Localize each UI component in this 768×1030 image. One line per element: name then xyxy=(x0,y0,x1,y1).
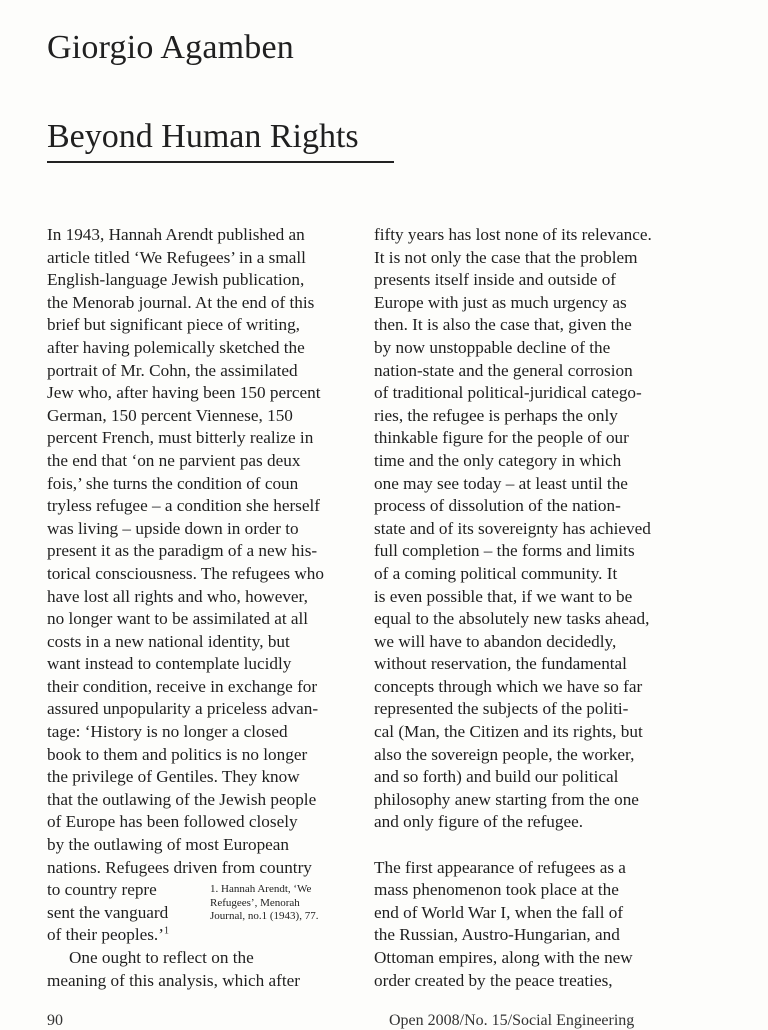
footnote-line: Journal, no.1 (1943), 77. xyxy=(210,910,319,922)
text-line: nations. Refugees driven from country xyxy=(47,857,312,877)
text-line: represented the subjects of the politi- xyxy=(374,699,629,719)
running-head: Open 2008/No. 15/Social Engineering xyxy=(389,1012,635,1029)
text-line: concepts through which we have so far xyxy=(374,676,643,696)
text-line xyxy=(47,924,187,947)
text-line: equal to the absolutely new tasks ahead, xyxy=(374,609,650,629)
text-line: the Menorab journal. At the end of this xyxy=(47,292,315,312)
text-line: cal (Man, the Citizen and its rights, but xyxy=(374,722,643,742)
text-line: presents itself inside and outside of xyxy=(374,270,617,290)
text-line: without reservation, the fundamental xyxy=(374,654,627,674)
text-line: of Europe has been followed closely xyxy=(47,812,298,832)
text-line: process of dissolution of the nation- xyxy=(374,496,621,516)
footnote-marker: 1 xyxy=(163,925,169,937)
text-line: brief but significant piece of writing, xyxy=(47,315,300,335)
footnote-line: Refugees’, Menorah xyxy=(210,896,300,909)
text-line: and only figure of the refugee. xyxy=(374,812,584,832)
text-line: portrait of Mr. Cohn, the assimilated xyxy=(47,360,298,380)
right-column xyxy=(374,224,684,992)
text-line: ries, the refugee is perhaps the only xyxy=(374,405,618,425)
text-line: full completion – the forms and limits xyxy=(374,541,635,561)
text-line: state and of its sovereignty has achieved xyxy=(374,518,651,538)
text-line: mass phenomenon took place at the xyxy=(374,880,619,900)
text-line: fois,’ she turns the condition of coun xyxy=(47,473,299,493)
text-line: percent French, must bitterly realize in xyxy=(47,428,314,448)
text-line: Europe with just as much urgency as xyxy=(374,292,627,312)
text-line: present it as the paradigm of a new his- xyxy=(47,541,318,561)
footnote-line: 1. Hannah Arendt, ‘We xyxy=(210,883,312,895)
text-line: end of World War I, when the fall of xyxy=(374,902,624,922)
text-line: German, 150 percent Viennese, 150 xyxy=(47,405,293,425)
title-underline xyxy=(47,161,394,163)
footnote xyxy=(210,883,360,924)
text-line: English-language Jewish publication, xyxy=(47,270,305,290)
text-line: book to them and politics is no longer xyxy=(47,744,308,764)
text-line: no longer want to be assimilated at all xyxy=(47,609,309,629)
text-line: One ought to reflect on the xyxy=(69,948,254,967)
text-line: torical consciousness. The refugees who xyxy=(47,563,324,583)
text-line: and so forth) and build our political xyxy=(374,767,619,787)
text-line: Ottoman empires, along with the new xyxy=(374,948,633,967)
text-line: The first appearance of refugees as a xyxy=(374,857,626,877)
text-line: fifty years has lost none of its relevance. xyxy=(374,225,652,244)
text-line: thinkable figure for the people of our xyxy=(374,428,629,448)
text-line: we will have to abandon decidedly, xyxy=(374,631,617,651)
essay-title: Beyond Human Rights xyxy=(47,118,359,155)
paragraph-gap xyxy=(374,834,684,857)
text-line: their condition, receive in exchange for xyxy=(47,676,318,696)
text-line: then. It is also the case that, given the xyxy=(374,315,632,335)
text-line: want instead to contemplate lucidly xyxy=(47,654,292,674)
text-line: by now unstoppable decline of the xyxy=(374,337,611,357)
text-line: one may see today – at least until the xyxy=(374,473,628,493)
text-line: of a coming political community. It xyxy=(374,563,618,583)
text-line: Jew who, after having been 150 percent xyxy=(47,383,321,403)
text-line: have lost all rights and who, however, xyxy=(47,586,308,606)
text-line: It is not only the case that the problem xyxy=(374,247,638,267)
text-line: article titled ‘We Refugees’ in a small xyxy=(47,247,306,267)
text-line: tryless refugee – a condition she herself xyxy=(47,496,320,516)
text-line: tage: ‘History is no longer a closed xyxy=(47,722,288,742)
text-line: order created by the peace treaties, xyxy=(374,970,613,990)
text-line: the Russian, Austro-Hungarian, and xyxy=(374,925,620,945)
text-line: the end that ‘on ne parvient pas deux xyxy=(47,450,301,470)
text-line: the privilege of Gentiles. They know xyxy=(47,767,300,787)
text-line: nation-state and the general corrosion xyxy=(374,360,633,380)
text-line: time and the only category in which xyxy=(374,450,622,470)
text-line: assured unpopularity a priceless advan- xyxy=(47,699,319,719)
text-line: also the sovereign people, the worker, xyxy=(374,744,635,764)
author-name: Giorgio Agamben xyxy=(47,29,294,66)
text-line: philosophy anew starting from the one xyxy=(374,789,639,809)
text-line: In 1943, Hannah Arendt published an xyxy=(47,225,305,244)
text-line: was living – upside down in order to xyxy=(47,518,299,538)
text-line: sent the vanguard xyxy=(47,902,169,922)
text-line: by the outlawing of most European xyxy=(47,835,290,855)
left-column xyxy=(47,224,357,992)
page-number: 90 xyxy=(47,1012,63,1029)
text-line: of traditional political-juridical catego- xyxy=(374,383,642,403)
text-line-content: of their peoples.’ xyxy=(47,925,164,945)
text-line: to country repre xyxy=(47,880,157,900)
text-line: that the outlawing of the Jewish people xyxy=(47,789,317,809)
text-line: after having polemically sketched the xyxy=(47,337,305,357)
text-line: meaning of this analysis, which after xyxy=(47,970,300,990)
text-line: is even possible that, if we want to be xyxy=(374,586,633,606)
text-line: costs in a new national identity, but xyxy=(47,631,290,651)
